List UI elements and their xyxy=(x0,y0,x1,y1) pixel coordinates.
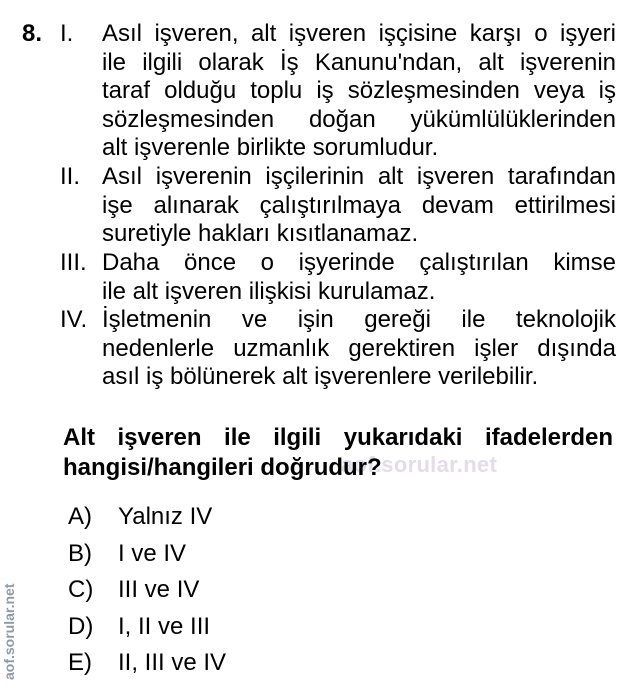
statement-1 xyxy=(60,20,616,163)
statement-line: sözleşmesinden doğan yükümlülüklerinden xyxy=(102,105,616,133)
statement-line: Asıl işveren, alt işveren işçisine karşı o işyeri xyxy=(102,20,616,47)
option-letter: E) xyxy=(68,649,92,676)
watermark-side: aof.sorular.net xyxy=(1,583,17,680)
prompt-line: hangisi/hangileri doğrudur? xyxy=(63,454,382,481)
statement-line: Daha önce o işyerinde çalıştırılan kimse xyxy=(102,249,616,276)
option-text: I, II ve III xyxy=(118,612,211,640)
statement-2 xyxy=(60,163,616,249)
statement-line: ile alt işveren ilişkisi kurulamaz. xyxy=(102,277,436,305)
prompt-line: Alt işveren ile ilgili yukarıdaki ifadelerden xyxy=(63,424,613,451)
statement-roman: IV. xyxy=(60,306,88,333)
statement-4 xyxy=(60,306,616,392)
statement-line: asıl iş bölünerek alt işverenlere verilebilir. xyxy=(102,363,539,390)
option-letter: A) xyxy=(68,503,92,530)
statement-line: ile ilgili olarak İş Kanunu'ndan, alt işverenin xyxy=(102,48,616,76)
statement-line: Asıl işverenin işçilerinin alt işveren tarafından xyxy=(102,163,616,190)
option-text: III ve IV xyxy=(118,576,200,603)
option-text: Yalnız IV xyxy=(118,503,213,530)
question-prompt xyxy=(63,423,613,483)
option-letter: D) xyxy=(68,612,94,640)
question-number: 8. xyxy=(22,20,43,47)
statement-roman: II. xyxy=(60,163,81,190)
statement-line: alt işverenle birlikte sorumludur. xyxy=(102,134,439,161)
statement-line: suretiyle hakları kısıtlanamaz. xyxy=(102,220,419,247)
statement-roman: I. xyxy=(60,20,74,47)
statement-line: nedenlerle uzmanlık gerektiren işler dışında xyxy=(102,334,616,362)
option-text: I ve IV xyxy=(118,539,187,567)
statement-roman: III. xyxy=(60,249,87,276)
option-letter: C) xyxy=(68,576,94,603)
statement-line: işe alınarak çalıştırılmaya devam ettirilmesi xyxy=(102,191,616,219)
statement-3 xyxy=(60,249,616,306)
statement-line: taraf olduğu toplu iş sözleşmesinden veya iş xyxy=(102,77,616,104)
option-letter: B) xyxy=(68,539,92,567)
watermark-inline: aof.sorular.net xyxy=(341,452,498,477)
statement-line: İşletmenin ve işin gereği ile teknolojik xyxy=(102,306,616,333)
option-text: II, III ve IV xyxy=(118,649,227,676)
